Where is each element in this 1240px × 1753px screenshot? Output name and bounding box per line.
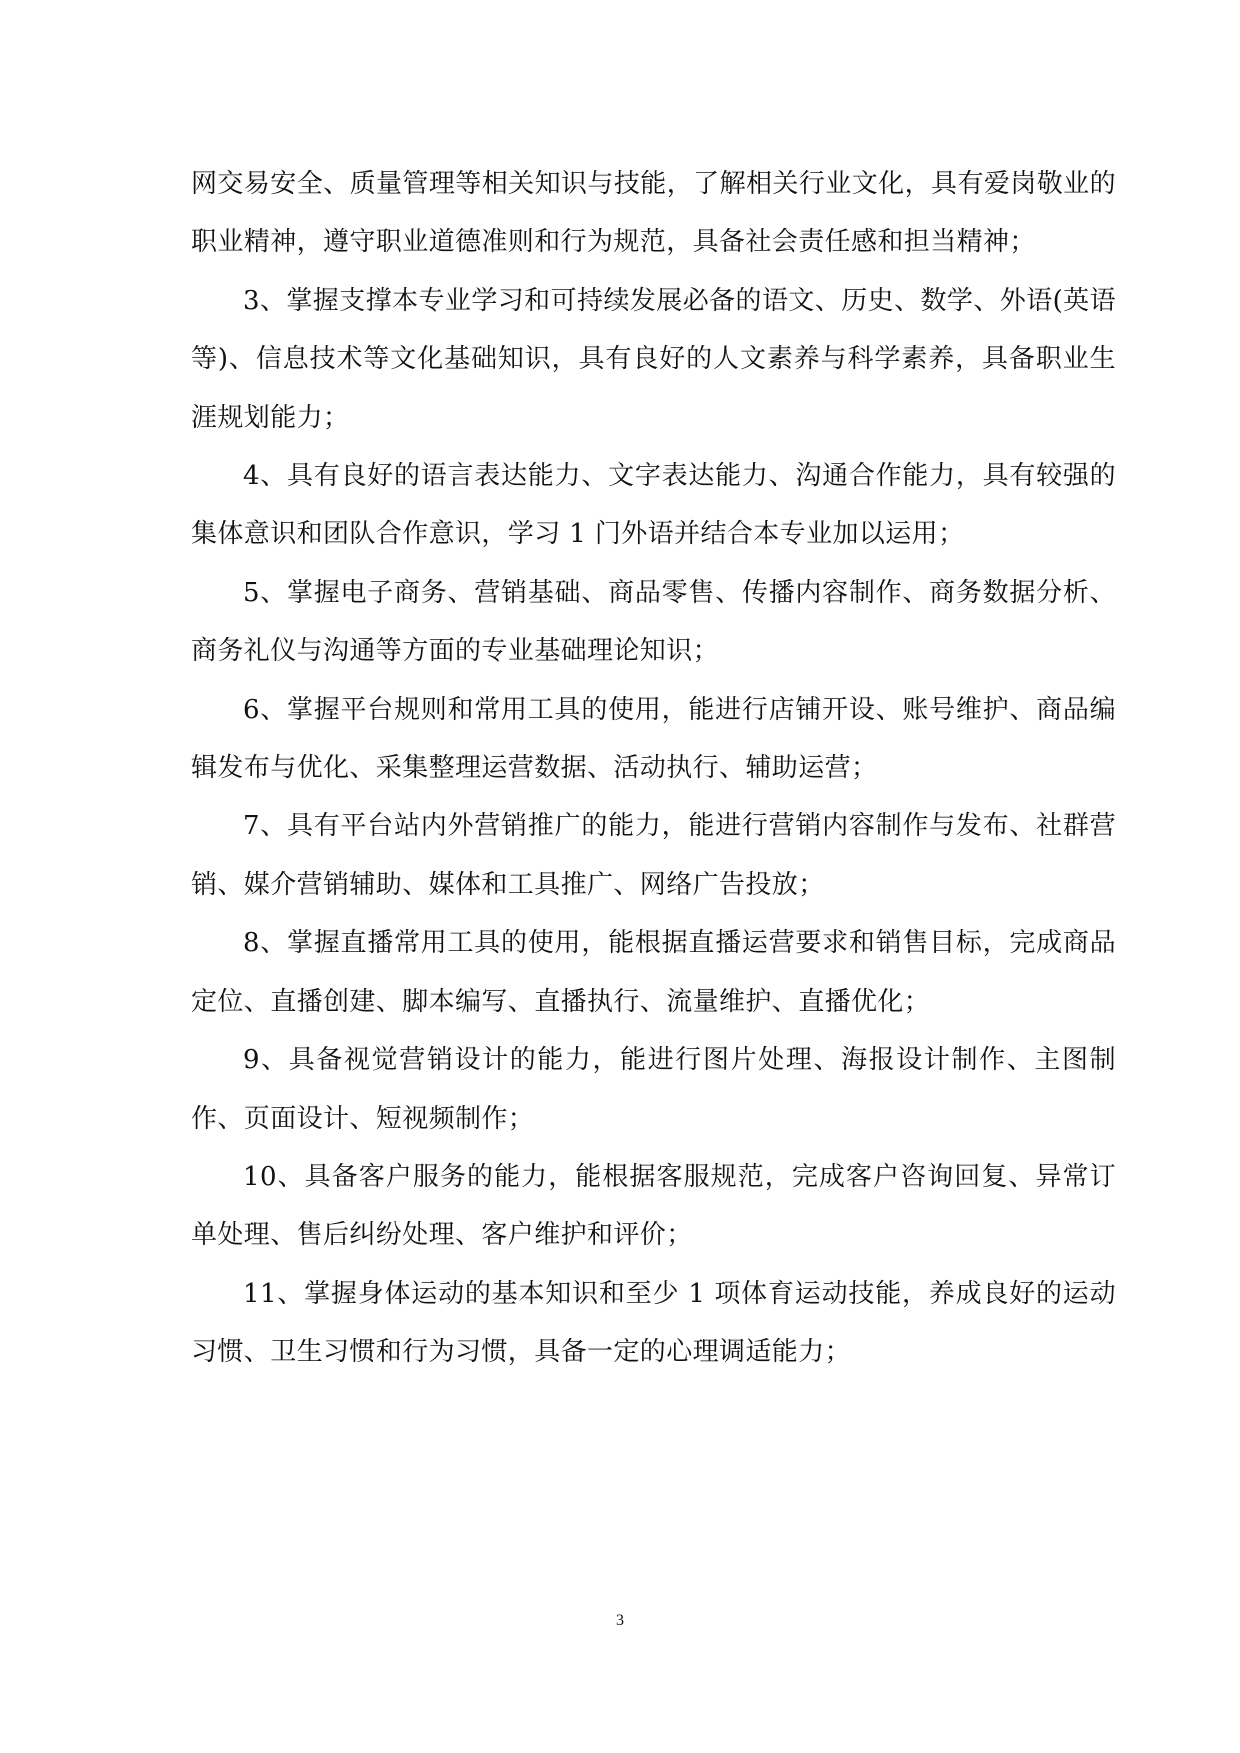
page-body xyxy=(191,155,1116,1382)
paragraph-item-4: 4、具有良好的语言表达能力、文字表达能力、沟通合作能力，具有较强的集体意识和团队合作意识，学习 1 门外语并结合本专业加以运用； xyxy=(191,461,1116,550)
paragraph-item-11: 11、掌握身体运动的基本知识和至少 1 项体育运动技能，养成良好的运动习惯、卫生习惯和行为习惯，具备一定的心理调适能力； xyxy=(191,1278,1116,1368)
paragraph-item-7: 7、具有平台站内外营销推广的能力，能进行营销内容制作与发布、社群营销、媒介营销辅助、媒体和工具推广、网络广告投放； xyxy=(191,811,1116,900)
page-number: 3 xyxy=(616,1612,624,1629)
paragraph-item-5: 5、掌握电子商务、营销基础、商品零售、传播内容制作、商务数据分析、商务礼仪与沟通等方面的专业基础理论知识； xyxy=(191,577,1116,667)
paragraph-continuation: 网交易安全、质量管理等相关知识与技能，了解相关行业文化，具有爱岗敬业的职业精神，遵守职业道德准则和行为规范，具备社会责任感和担当精神； xyxy=(191,169,1116,258)
paragraph-item-9: 9、具备视觉营销设计的能力，能进行图片处理、海报设计制作、主图制作、页面设计、短视频制作； xyxy=(191,1045,1116,1134)
paragraph-item-10: 10、具备客户服务的能力，能根据客服规范，完成客户咨询回复、异常订单处理、售后纠纷处理、客户维护和评价； xyxy=(191,1161,1116,1251)
paragraph-item-8: 8、掌握直播常用工具的使用，能根据直播运营要求和销售目标，完成商品定位、直播创建、脚本编写、直播执行、流量维护、直播优化； xyxy=(191,928,1116,1017)
paragraph-item-6: 6、掌握平台规则和常用工具的使用，能进行店铺开设、账号维护、商品编辑发布与优化、采集整理运营数据、活动执行、辅助运营； xyxy=(191,694,1116,784)
paragraph-item-3: 3、掌握支撑本专业学习和可持续发展必备的语文、历史、数学、外语(英语等)、信息技术等文化基础知识，具有良好的人文素养与科学素养，具备职业生涯规划能力； xyxy=(191,285,1116,433)
